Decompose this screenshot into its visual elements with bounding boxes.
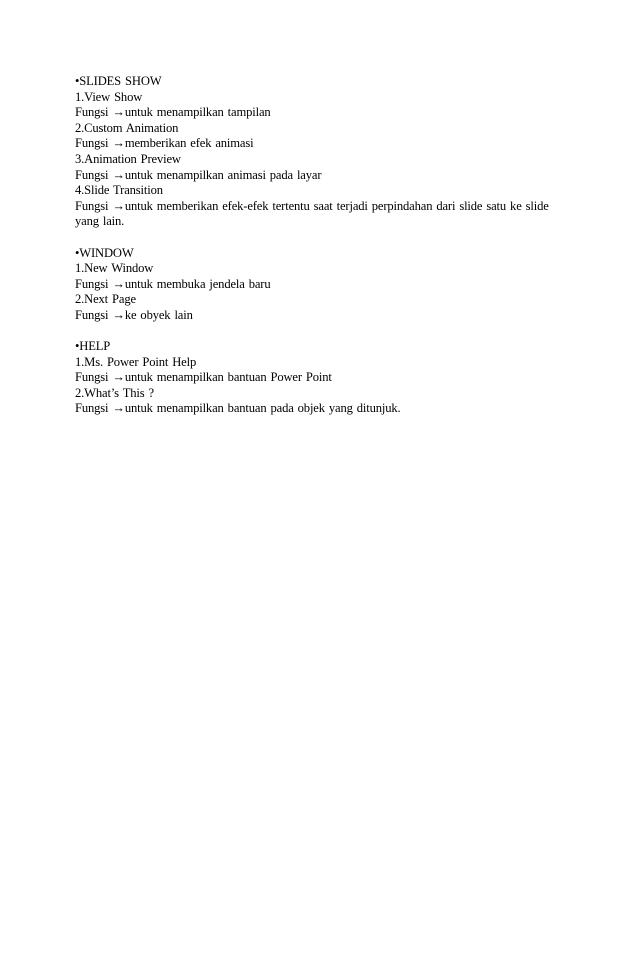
section-window — [75, 246, 565, 324]
list-item: 3.Animation Preview — [75, 151, 181, 166]
function-description: Fungsi →untuk memberikan efek-efek tertentu saat terjadi perpindahan dari slide satu ke slide yang lain. — [75, 198, 549, 229]
list-item: 1.New Window — [75, 261, 154, 276]
section-slides-show — [75, 74, 565, 230]
list-item: 1.View Show — [75, 89, 143, 104]
list-item: 1.Ms. Power Point Help — [75, 354, 197, 369]
function-description: Fungsi →untuk menampilkan animasi pada layar — [75, 167, 322, 182]
function-description: Fungsi →memberikan efek animasi — [75, 136, 254, 151]
list-item: 4.Slide Transition — [75, 183, 163, 198]
section-heading: •HELP — [75, 339, 111, 354]
section-help — [75, 339, 565, 417]
section-heading: •SLIDES SHOW — [75, 74, 162, 88]
section-heading: •WINDOW — [75, 245, 134, 260]
list-item: 2.What’s This ? — [75, 385, 154, 400]
function-description: Fungsi →untuk menampilkan bantuan Power Point — [75, 370, 332, 385]
function-description: Fungsi →ke obyek lain — [75, 307, 193, 322]
function-description: Fungsi →untuk menampilkan bantuan pada objek yang ditunjuk. — [75, 401, 401, 416]
list-item: 2.Next Page — [75, 292, 136, 307]
function-description: Fungsi →untuk menampilkan tampilan — [75, 105, 271, 120]
function-description: Fungsi →untuk membuka jendela baru — [75, 276, 271, 291]
document-body — [75, 74, 565, 417]
list-item: 2.Custom Animation — [75, 120, 179, 135]
